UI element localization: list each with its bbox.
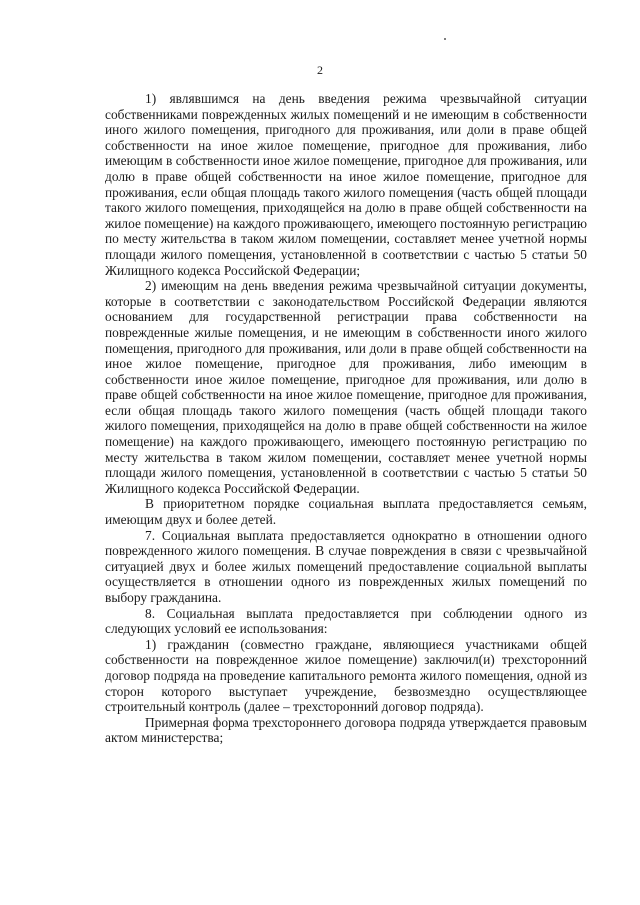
document-body	[105, 91, 587, 746]
paragraph-priority-families: В приоритетном порядке социальная выплата предоставляется семьям, имеющим двух и более детей.	[105, 496, 587, 528]
paragraph-item-1-dwellers: 1) являвшимся на день введения режима чрезвычайной ситуации собственниками поврежденных жилых помещений и не имеющим в собственности иного жилого помещения, пригодного для проживания, или доли в праве общей собственности на иное жилое помещение, пригодное для проживания, либо имеющим в собственности иное жилое помещение, пригодное для проживания, или долю в праве общей собственности на иное жилое помещение, пригодное для проживания, если общая площадь такого жилого помещения (часть общей площади такого жилого помещения, приходящейся на долю в праве общей собственности на жилое помещение) на каждого проживающего, имеющего постоянную регистрацию по месту жительства в таком жилом помещении, составляет менее учетной нормы площади жилого помещения, установленной в соответствии с частью 5 статьи 50 Жилищного кодекса Российской Федерации;	[105, 91, 587, 278]
scan-speck	[444, 38, 446, 40]
page-number: 2	[317, 63, 323, 77]
paragraph-clause-8: 8. Социальная выплата предоставляется при соблюдении одного из следующих условий ее использования:	[105, 605, 587, 637]
paragraph-item-2-document-holders: 2) имеющим на день введения режима чрезвычайной ситуации документы, которые в соответствии с законодательством Российской Федерации являются основанием для государственной регистрации права собственности на поврежденные жилые помещения, и не имеющим в собственности иного жилого помещения, пригодного для проживания, или доли в праве общей собственности на иное жилое помещение, пригодное для проживания, либо имеющим в собственности иное жилое помещение, пригодное для проживания, или долю в праве общей собственности на иное жилое помещение, пригодное для проживания, если общая площадь такого жилого помещения (часть общей площади такого жилого помещения, приходящейся на долю в праве общей собственности на жилое помещение) на каждого проживающего, имеющего постоянную регистрацию по месту жительства в таком жилом помещении, составляет менее учетной нормы площади жилого помещения, установленной в соответствии с частью 5 статьи 50 Жилищного кодекса Российской Федерации.	[105, 278, 587, 496]
paragraph-sample-contract-form: Примерная форма трехстороннего договора подряда утверждается правовым актом министерства;	[105, 714, 587, 746]
paragraph-clause-8-item-1: 1) гражданин (совместно граждане, являющиеся участниками общей собственности на поврежденное жилое помещение) заключил(и) трехсторонний договор подряда на проведение капитального ремонта жилого помещения, одной из сторон которого выступает учреждение, безвозмездно осуществляющее строительный контроль (далее – трехсторонний договор подряда).	[105, 636, 587, 715]
paragraph-clause-7: 7. Социальная выплата предоставляется однократно в отношении одного поврежденного жилого помещения. В случае повреждения в связи с чрезвычайной ситуацией двух и более жилых помещений предоставление социальной выплаты осуществляется в отношении одного из поврежденных жилых помещений по выбору гражданина.	[105, 527, 587, 605]
